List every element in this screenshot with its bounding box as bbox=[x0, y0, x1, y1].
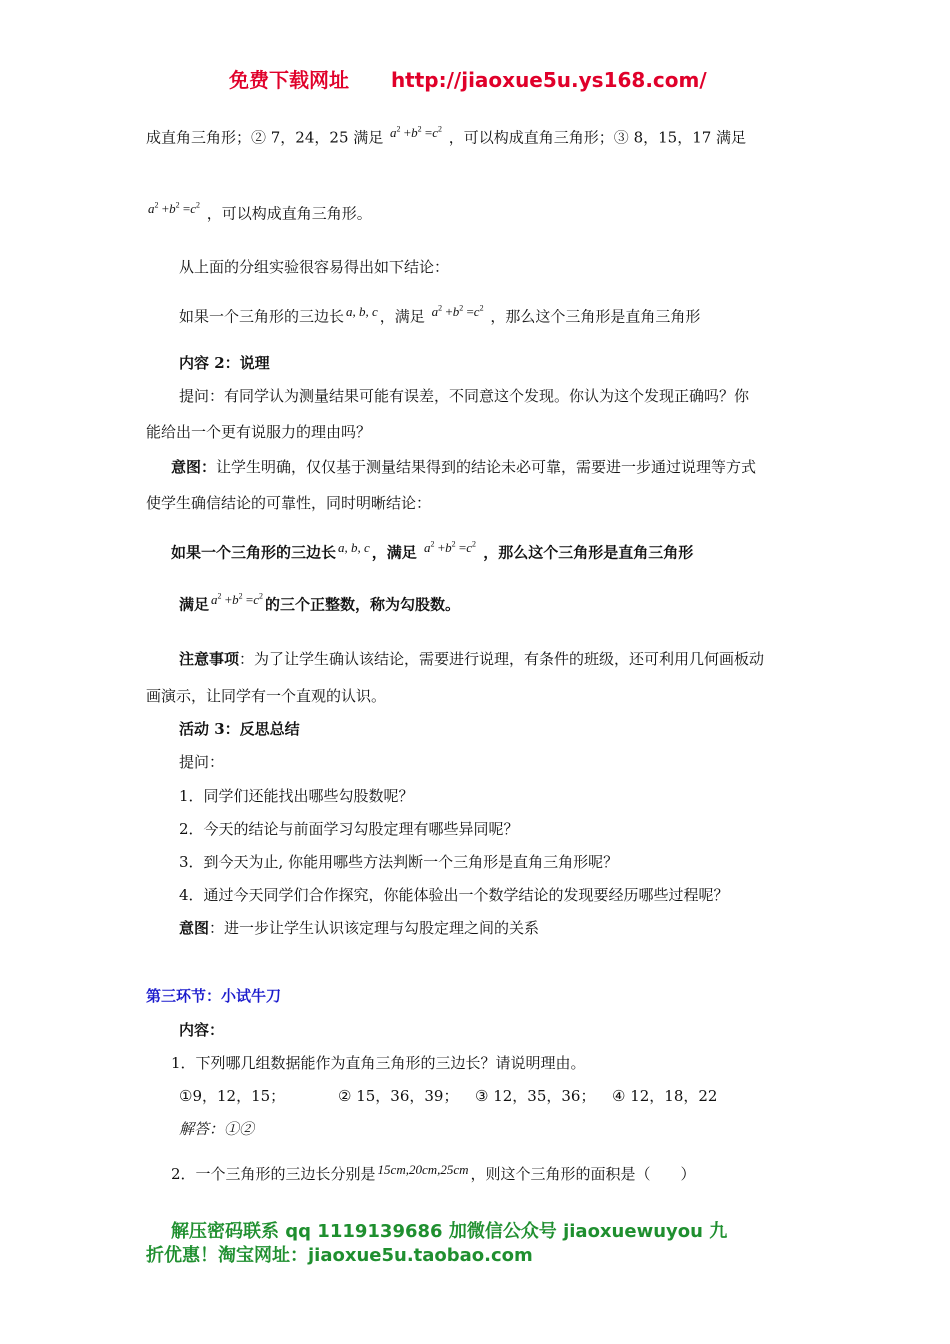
triangle-side-lengths: 15cm,20cm,25cm bbox=[377, 1162, 469, 1177]
definition-line: 满足 $a^2 +b^2 =c^2$ 的三个正整数，称为勾股数。 bbox=[179, 592, 460, 614]
paragraph-line: 如果一个三角形的三边长 a, b, c ，满足 $a^2 +b^2 =c^2$ ，那么这个三角形是直角三角形 bbox=[179, 304, 701, 326]
triangle-sides: a, b, c bbox=[346, 304, 378, 320]
option-4: ④ 12，18，22 bbox=[612, 1087, 718, 1105]
option-1: ①9，12，15； bbox=[179, 1087, 286, 1105]
triangle-sides: a, b, c bbox=[338, 540, 370, 556]
list-item: 3．到今天为止, 你能用哪些方法判断一个三角形是直角三角形呢？ bbox=[179, 853, 619, 871]
pythagorean-formula: $a^2 +b^2 =c^2$ bbox=[390, 125, 443, 141]
header-title: 免费下载网址 bbox=[229, 68, 349, 92]
footer-line-1: 解压密码联系 qq 1119139686 加微信公众号 jiaoxuewuyou 九 bbox=[171, 1221, 728, 1242]
text: ，可以构成直角三角形；③ 8，15，17 满足 bbox=[448, 128, 747, 147]
page-header bbox=[229, 70, 707, 90]
text: ，可以构成直角三角形。 bbox=[206, 204, 372, 223]
pythagorean-formula: $a^2 +b^2 =c^2$ bbox=[211, 592, 263, 608]
paragraph-line: 能给出一个更有说服力的理由吗？ bbox=[146, 423, 372, 441]
paragraph-line: 提问： bbox=[179, 753, 225, 771]
paragraph-line: 画演示，让同学有一个直观的认识。 bbox=[146, 687, 387, 705]
paragraph-line bbox=[146, 125, 746, 148]
exercise-item: 2．一个三角形的三边长分别是 15cm,20cm,25cm ，则这个三角形的面积是（ ） bbox=[171, 1162, 696, 1183]
options-row bbox=[179, 1086, 718, 1106]
footer-line-2: 折优惠！淘宝网址：jiaoxue5u.taobao.com bbox=[146, 1245, 533, 1266]
section-heading: 第三环节：小试牛刀 bbox=[146, 987, 282, 1005]
list-item: 2．今天的结论与前面学习勾股定理有哪些异同呢？ bbox=[179, 820, 519, 838]
subheading: 内容： bbox=[179, 1021, 225, 1039]
option-3: ③ 12，35，36； bbox=[475, 1087, 596, 1105]
subheading: 内容 2：说理 bbox=[179, 354, 270, 372]
paragraph-line: 意图：进一步让学生认识该定理与勾股定理之间的关系 bbox=[179, 919, 540, 937]
paragraph-line: 提问：有同学认为测量结果可能有误差，不同意这个发现。你认为这个发现正确吗？你 bbox=[179, 387, 750, 405]
text: 成直角三角形；② 7，24，25 满足 bbox=[146, 128, 384, 147]
paragraph-line: 从上面的分组实验很容易得出如下结论： bbox=[179, 258, 450, 276]
option-2: ② 15，36，39； bbox=[338, 1087, 459, 1105]
paragraph-line: 意图：让学生明确，仅仅基于测量结果得到的结论未必可靠，需要进一步通过说理等方式 bbox=[171, 458, 757, 476]
exercise-item: 1．下列哪几组数据能作为直角三角形的三边长？请说明理由。 bbox=[171, 1054, 586, 1072]
pythagorean-formula: $a^2 +b^2 =c^2$ bbox=[148, 201, 200, 217]
pythagorean-formula: $a^2 +b^2 =c^2$ bbox=[424, 540, 477, 556]
list-item: 1．同学们还能找出哪些勾股数呢？ bbox=[179, 787, 414, 805]
answer: 解答：①② bbox=[179, 1120, 255, 1138]
subheading: 活动 3：反思总结 bbox=[179, 720, 300, 738]
paragraph-line: 使学生确信结论的可靠性，同时明晰结论： bbox=[146, 494, 432, 512]
header-url[interactable]: http://jiaoxue5u.ys168.com/ bbox=[390, 68, 707, 92]
conclusion-line: 如果一个三角形的三边长 a, b, c ，满足 $a^2 +b^2 =c^2$ ，那么这个三角形是直角三角形 bbox=[171, 540, 694, 562]
list-item: 4．通过今天同学们合作探究，你能体验出一个数学结论的发现要经历哪些过程呢？ bbox=[179, 886, 729, 904]
paragraph-line bbox=[146, 201, 372, 224]
paragraph-line: 注意事项：为了让学生确认该结论，需要进行说理，有条件的班级，还可利用几何画板动 bbox=[179, 650, 765, 668]
pythagorean-formula: $a^2 +b^2 =c^2$ bbox=[431, 304, 484, 320]
